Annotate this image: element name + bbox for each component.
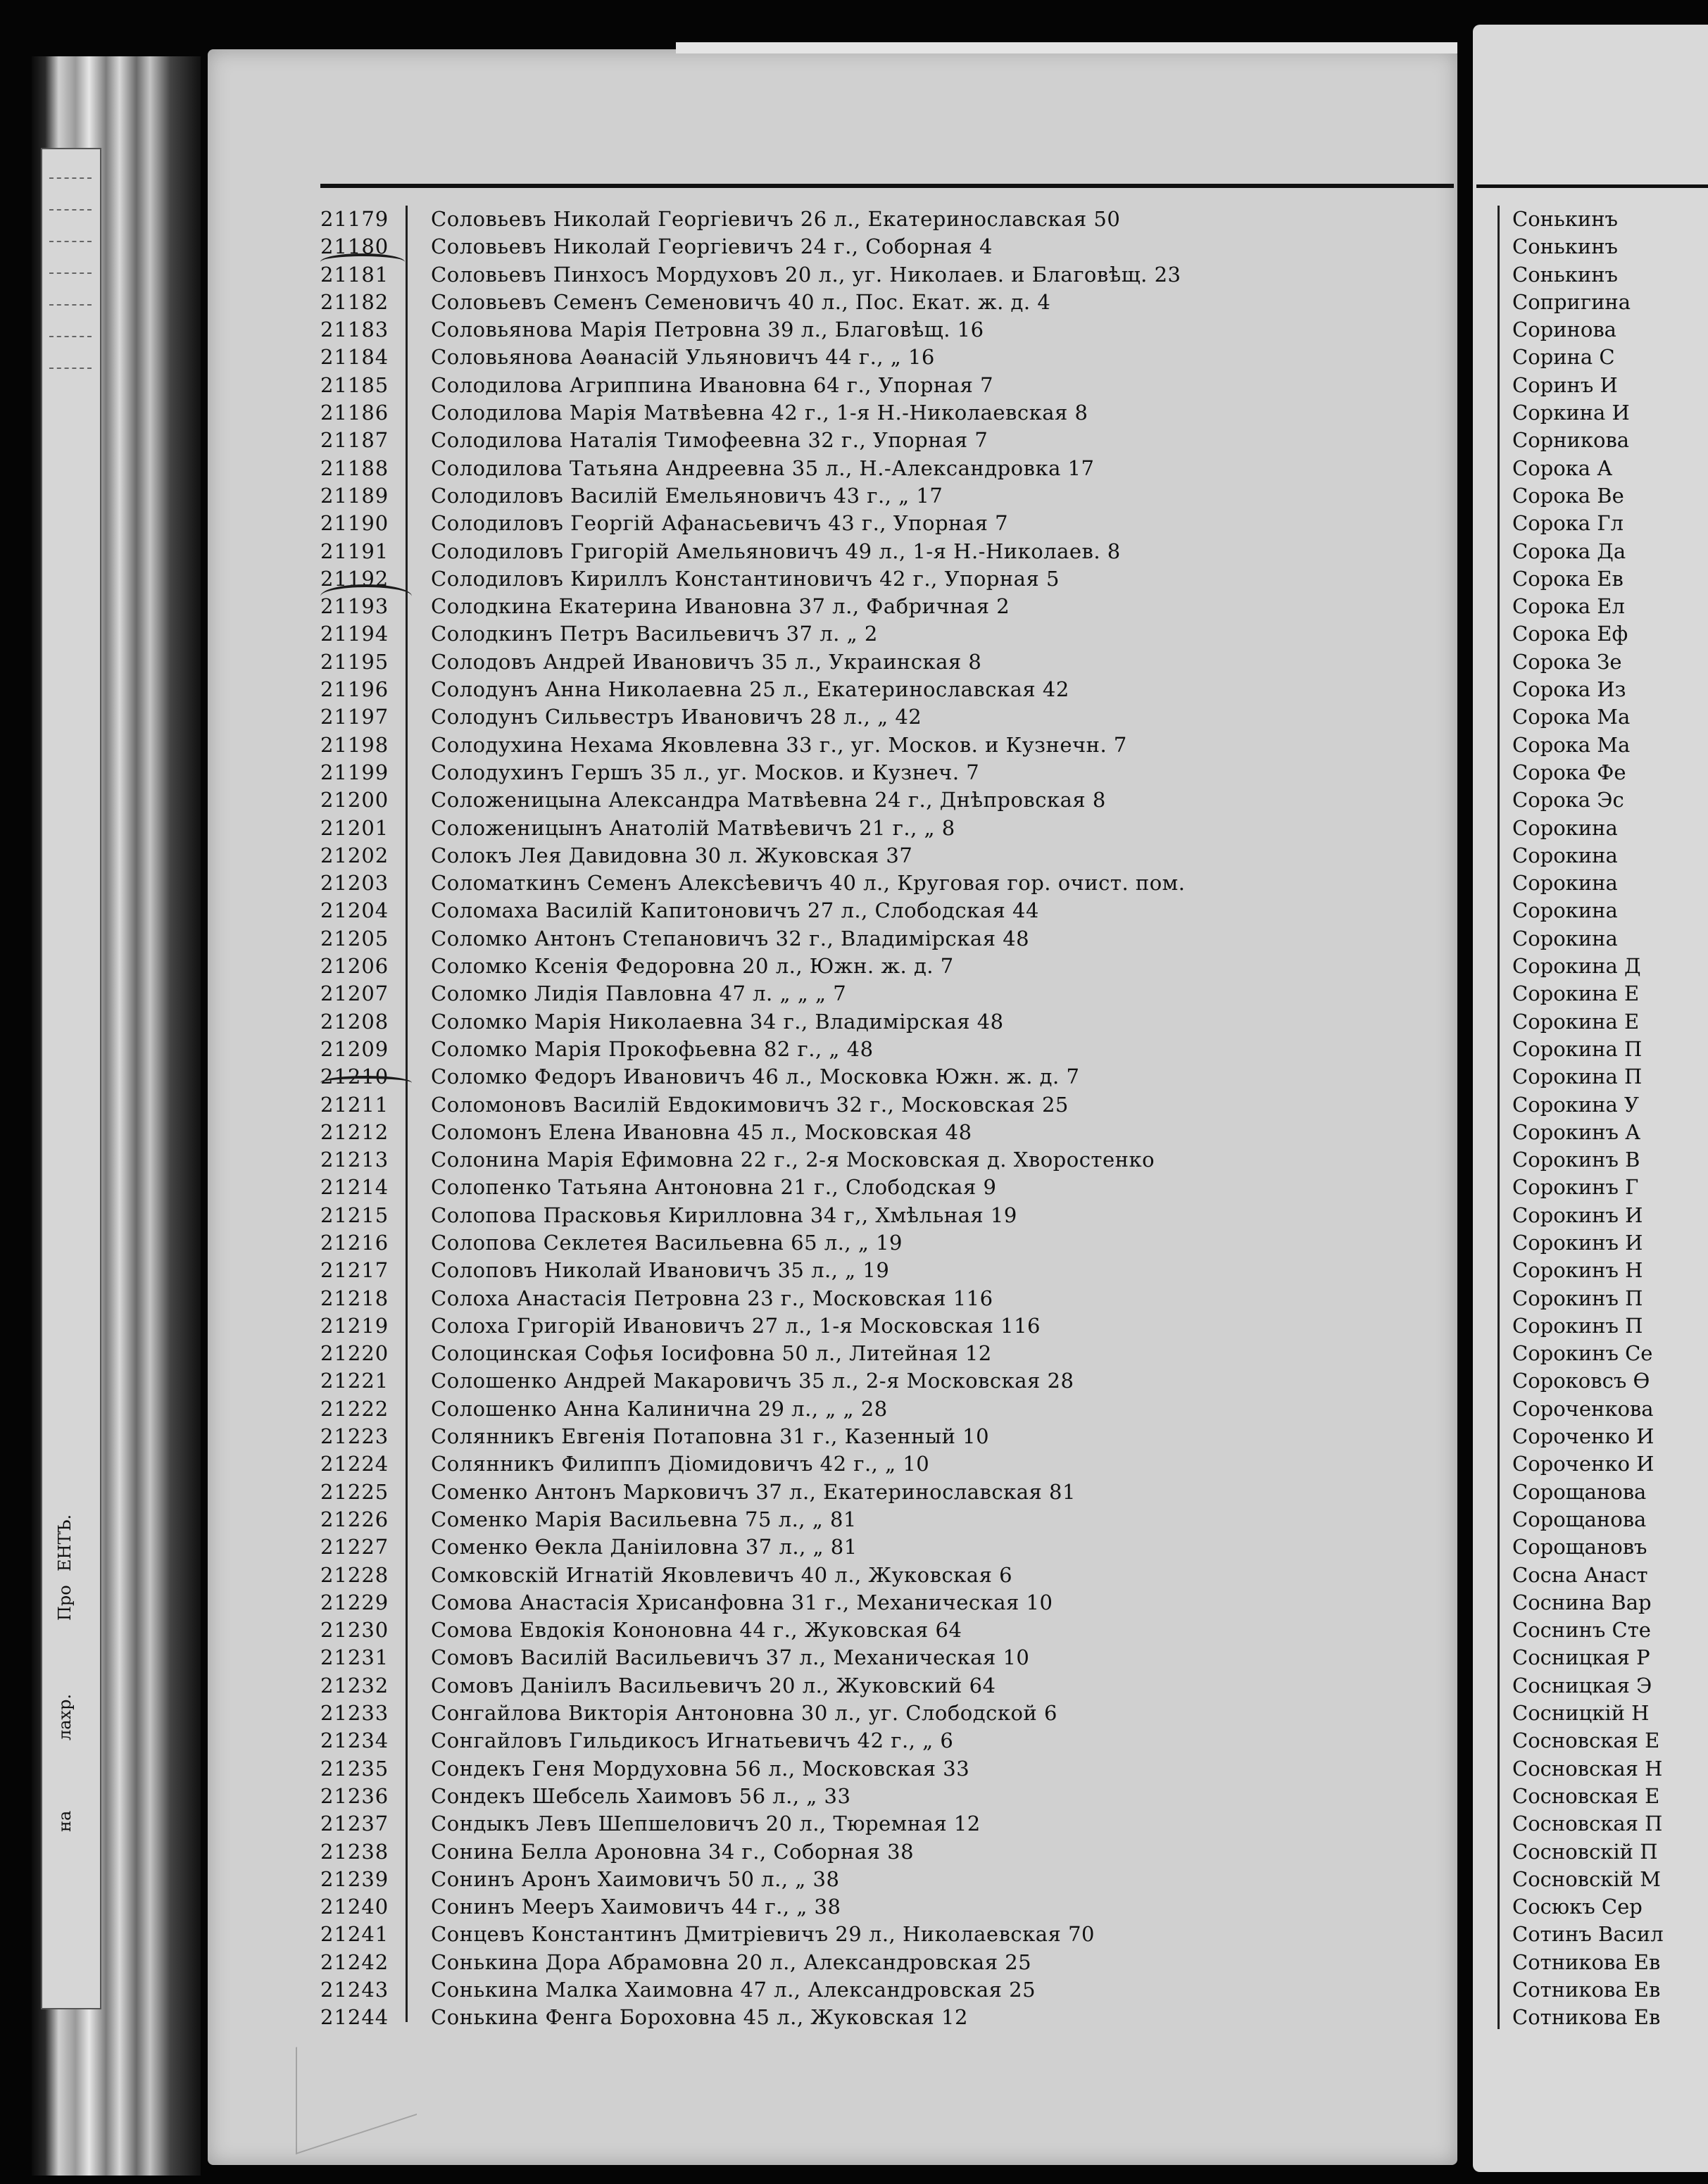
- entry-text: Солодухина Нехама Яковлевна 33 г., уг. Москов. и Кузнечн. 7: [431, 732, 1127, 757]
- right-entry-fragment: Сорока Еф: [1512, 622, 1628, 646]
- entry-text: Соломко Ксенія Федоровна 20 л., Южн. ж. д. 7: [431, 954, 954, 979]
- entry-text: Солодунъ Анна Николаевна 25 л., Екатеринославская 42: [431, 677, 1069, 702]
- entry-number: 21210: [320, 1065, 389, 1089]
- entry-text: Солодиловъ Василій Емельяновичъ 43 г., „ 17: [431, 483, 943, 508]
- entry-number: 21211: [320, 1092, 389, 1117]
- entry-text: Соменко Ѳекла Даніиловна 37 л., „ 81: [431, 1535, 858, 1559]
- right-entry-fragment: Соркина И: [1512, 401, 1630, 425]
- right-entry-fragment: Сорокина: [1512, 898, 1618, 923]
- entry-row: [320, 1202, 1447, 1229]
- entry-number: 21202: [320, 843, 389, 867]
- right-entry-fragment: Сорокинъ Г: [1512, 1175, 1639, 1200]
- entry-row: [320, 1644, 1447, 1671]
- right-entry-fragment: Сорокина Е: [1512, 981, 1640, 1006]
- entry-row: [320, 786, 1447, 814]
- entry-text: Сондекъ Шебсель Хаимовъ 56 л., „ 33: [431, 1783, 851, 1808]
- entry-row: [320, 482, 1447, 510]
- entry-row: [320, 953, 1447, 980]
- right-entry-fragment: Сорина С: [1512, 345, 1615, 370]
- entry-number: 21201: [320, 815, 389, 840]
- entry-row: [320, 455, 1447, 482]
- entry-text: Солоповъ Николай Ивановичъ 35 л., „ 19: [431, 1258, 890, 1283]
- entry-row: [320, 1423, 1447, 1450]
- entry-text: Соломаткинъ Семенъ Алексѣевичъ 40 л., Круговая гор. очист. пом.: [431, 871, 1186, 896]
- entry-text: Сомова Евдокія Кононовна 44 г., Жуковская 64: [431, 1618, 962, 1643]
- entry-text: Солопенко Татьяна Антоновна 21 г., Слободская 9: [431, 1175, 997, 1200]
- entry-number: 21231: [320, 1645, 389, 1670]
- entry-number: 21235: [320, 1756, 389, 1781]
- right-entry-fragment: Сорокина: [1512, 871, 1618, 896]
- entry-number: 21242: [320, 1950, 389, 1974]
- entry-number: 21182: [320, 289, 389, 314]
- spine-label: на: [55, 1810, 75, 1832]
- entry-number: 21188: [320, 456, 389, 480]
- entry-row: [320, 759, 1447, 786]
- entry-number: 21197: [320, 705, 389, 729]
- right-entry-fragment: Сосновскій М: [1512, 1866, 1661, 1891]
- entry-text: Сомова Анастасія Хрисанфовна 31 г., Механическая 10: [431, 1590, 1053, 1614]
- entry-number: 21196: [320, 677, 389, 702]
- right-entry-fragment: Сосновская Н: [1512, 1756, 1663, 1781]
- entry-text: Соломко Антонъ Степановичъ 32 г., Владимірская 48: [431, 926, 1030, 950]
- entry-row: [320, 1479, 1447, 1506]
- entry-number: 21203: [320, 871, 389, 896]
- right-entry-fragment: Соснина Вар: [1512, 1590, 1652, 1614]
- entry-row: [320, 648, 1447, 676]
- entry-number: 21237: [320, 1812, 389, 1836]
- right-entry-fragment: Сорокина Е: [1512, 1009, 1640, 1034]
- entry-number: 21195: [320, 649, 389, 674]
- entry-number: 21240: [320, 1895, 389, 1919]
- entry-text: Солодилова Наталія Тимофеевна 32 г., Упорная 7: [431, 428, 988, 453]
- entry-text: Соломонъ Елена Ивановна 45 л., Московская 48: [431, 1119, 972, 1144]
- entry-row: [320, 925, 1447, 953]
- entry-row: [320, 1091, 1447, 1119]
- right-entry-fragment: Соснинъ Сте: [1512, 1618, 1651, 1643]
- entry-number: 21205: [320, 926, 389, 950]
- entry-text: Сонцевъ Константинъ Дмитріевичъ 29 л., Николаевская 70: [431, 1922, 1095, 1947]
- entry-text: Сомовъ Даніилъ Васильевичъ 20 л., Жуковский 64: [431, 1673, 996, 1697]
- entry-text: Сомковскій Игнатій Яковлевичъ 40 л., Жуковская 6: [431, 1562, 1013, 1587]
- right-entry-fragment: Сосновская П: [1512, 1812, 1663, 1836]
- right-entry-fragment: Сорникова: [1512, 428, 1630, 453]
- right-entry-fragment: Сорокина П: [1512, 1036, 1643, 1061]
- entry-number: 21230: [320, 1618, 389, 1643]
- entry-row: [320, 289, 1447, 316]
- entry-row: [320, 1450, 1447, 1478]
- pencil-mark: [320, 253, 405, 270]
- entry-text: Солодухинъ Гершъ 35 л., уг. Москов. и Кузнеч. 7: [431, 760, 980, 784]
- entry-text: Соловьянова Аѳанасій Ульяновичъ 44 г., „ 16: [431, 345, 935, 370]
- entry-row: [320, 233, 1447, 261]
- right-entry-fragment: Сорокина Д: [1512, 954, 1641, 979]
- entry-text: Солонина Марія Ефимовна 22 г., 2-я Московская д. Хворостенко: [431, 1148, 1155, 1172]
- right-entry-fragment: Сорокинъ И: [1512, 1203, 1643, 1227]
- entry-text: Солянникъ Евгенія Потаповна 31 г., Казенный 10: [431, 1424, 990, 1449]
- entry-row: [320, 1838, 1447, 1866]
- entry-text: Сонгайловъ Гильдикосъ Игнатьевичъ 42 г., „ 6: [431, 1728, 954, 1753]
- right-entry-fragment: Сорока А: [1512, 456, 1613, 480]
- entry-row: [320, 565, 1447, 593]
- right-entry-fragment: Сосновская Е: [1512, 1728, 1660, 1753]
- entry-number: 21243: [320, 1978, 389, 2002]
- entry-row: [320, 732, 1447, 759]
- entry-row: [320, 1312, 1447, 1340]
- entry-number: 21192: [320, 566, 389, 591]
- entry-text: Солянникъ Филиппъ Діомидовичъ 42 г., „ 10: [431, 1452, 930, 1476]
- entry-row: [320, 593, 1447, 620]
- entry-text: Сомовъ Василій Васильевичъ 37 л., Механическая 10: [431, 1645, 1030, 1670]
- right-entry-fragment: Сосницкая Э: [1512, 1673, 1652, 1697]
- entry-text: Сонинъ Аронъ Хаимовичъ 50 л., „ 38: [431, 1866, 840, 1891]
- right-entry-fragment: Сорощановъ: [1512, 1535, 1647, 1559]
- spine-dash-line: [49, 272, 92, 274]
- entry-row: [320, 1589, 1447, 1617]
- right-entry-fragment: Сорокина: [1512, 843, 1618, 867]
- header-rule: [320, 184, 1454, 188]
- entry-number: 21200: [320, 788, 389, 812]
- entry-row: [320, 1285, 1447, 1312]
- right-entry-fragment: Сорокинъ П: [1512, 1286, 1643, 1310]
- right-entry-fragment: Сонькинъ: [1512, 234, 1618, 259]
- entry-text: Соложеницына Александра Матвѣевна 24 г., Днѣпровская 8: [431, 788, 1106, 812]
- right-entry-fragment: Сотникова Ев: [1512, 1950, 1661, 1974]
- entry-text: Солоха Анастасія Петровна 23 г., Московская 116: [431, 1286, 993, 1310]
- entry-text: Солодилова Агриппина Ивановна 64 г., Упорная 7: [431, 372, 994, 397]
- entry-text: Соломко Лидія Павловна 47 л. „ „ „ 7: [431, 981, 847, 1006]
- right-entry-fragment: Сотникова Ев: [1512, 2005, 1661, 2030]
- entry-row: [320, 399, 1447, 427]
- entry-row: [320, 897, 1447, 924]
- entry-text: Солодилова Татьяна Андреевна 35 л., Н.-Александровка 17: [431, 456, 1095, 480]
- entry-number: 21227: [320, 1535, 389, 1559]
- entry-number: 21193: [320, 594, 389, 619]
- right-entry-fragment: Сосновскій П: [1512, 1839, 1658, 1864]
- entry-text: Солопова Секлетея Васильевна 65 л., „ 19: [431, 1230, 903, 1255]
- entry-row: [320, 1257, 1447, 1284]
- entry-row: [320, 1506, 1447, 1533]
- right-entry-fragment: Сотинъ Васил: [1512, 1922, 1664, 1947]
- entry-row: [320, 980, 1447, 1008]
- right-entry-fragment: Сорока Фе: [1512, 760, 1626, 784]
- right-header-rule: [1476, 184, 1708, 188]
- entry-number: 21204: [320, 898, 389, 923]
- entry-row: [320, 1562, 1447, 1589]
- entry-row: [320, 1146, 1447, 1174]
- spine-label: Про: [55, 1585, 75, 1621]
- right-entry-fragment: Сорокина П: [1512, 1065, 1643, 1089]
- entry-row: [320, 676, 1447, 703]
- entry-text: Солодилова Марія Матвѣевна 42 г., 1-я Н.-Николаевская 8: [431, 401, 1088, 425]
- entry-row: [320, 1949, 1447, 1976]
- entry-row: [320, 1119, 1447, 1146]
- right-entry-fragment: Сорокинъ А: [1512, 1119, 1641, 1144]
- right-entry-fragment: Сотникова Ев: [1512, 1978, 1661, 2002]
- entry-row: [320, 842, 1447, 870]
- pencil-mark: [320, 584, 412, 608]
- entry-row: [320, 1174, 1447, 1201]
- right-entry-fragment: Сорока Ев: [1512, 566, 1624, 591]
- entry-number: 21225: [320, 1479, 389, 1504]
- entry-row: [320, 1229, 1447, 1257]
- entry-number: 21209: [320, 1036, 389, 1061]
- entry-number: 21190: [320, 511, 389, 536]
- entry-text: Соложеницынъ Анатолій Матвѣевичъ 21 г., „ 8: [431, 815, 955, 840]
- entry-text: Соловьевъ Николай Георгіевичъ 24 г., Соборная 4: [431, 234, 993, 259]
- entry-number: 21198: [320, 732, 389, 757]
- entry-number: 21194: [320, 622, 389, 646]
- top-paper-strip: [676, 42, 1457, 54]
- right-entry-fragment: Сорокинъ Н: [1512, 1258, 1643, 1283]
- right-entry-fragment: Сороченкова: [1512, 1396, 1654, 1421]
- spine-index-tab: [41, 148, 101, 2009]
- entry-number: 21191: [320, 539, 389, 563]
- entry-text: Солопова Прасковья Кирилловна 34 г,, Хмѣльная 19: [431, 1203, 1017, 1227]
- entry-number: 21181: [320, 262, 389, 287]
- right-entry-fragment: Сорокинъ Се: [1512, 1341, 1653, 1366]
- right-entry-fragment: Сосновская Е: [1512, 1783, 1660, 1808]
- entry-number: 21232: [320, 1673, 389, 1697]
- spine-label: лахр.: [55, 1693, 75, 1740]
- right-entry-fragment: Сорокина У: [1512, 1092, 1639, 1117]
- right-entry-fragment: Сонькинъ: [1512, 262, 1618, 287]
- entry-number: 21244: [320, 2005, 389, 2030]
- right-entry-fragment: Сорокинъ В: [1512, 1148, 1640, 1172]
- entry-number: 21238: [320, 1839, 389, 1864]
- entry-row: [320, 1921, 1447, 1948]
- entry-text: Соломко Федоръ Ивановичъ 46 л., Московка Южн. ж. д. 7: [431, 1065, 1080, 1089]
- right-entry-fragment: Соринъ И: [1512, 372, 1618, 397]
- entry-text: Солошенко Анна Калинична 29 л., „ „ 28: [431, 1396, 888, 1421]
- entry-row: [320, 206, 1447, 233]
- right-entry-fragment: Сосницкій Н: [1512, 1701, 1650, 1726]
- entry-text: Соломаха Василій Капитоновичъ 27 л., Слободская 44: [431, 898, 1039, 923]
- right-entry-fragment: Сорока Эс: [1512, 788, 1624, 812]
- entry-text: Солодиловъ Кириллъ Константиновичъ 42 г., Упорная 5: [431, 566, 1060, 591]
- entry-row: [320, 261, 1447, 289]
- entry-text: Соломко Марія Прокофьевна 82 г., „ 48: [431, 1036, 874, 1061]
- entry-number: 21239: [320, 1866, 389, 1891]
- right-entry-fragment: Сорока Ма: [1512, 705, 1631, 729]
- entry-row: [320, 1340, 1447, 1367]
- entry-row: [320, 1036, 1447, 1063]
- right-entry-fragment: Сороченко И: [1512, 1424, 1654, 1449]
- right-entry-fragment: Соринова: [1512, 318, 1616, 342]
- right-entry-fragment: Сорощанова: [1512, 1507, 1647, 1531]
- entry-row: [320, 316, 1447, 344]
- entry-text: Солошенко Андрей Макаровичъ 35 л., 2-я Московская 28: [431, 1369, 1074, 1393]
- entry-text: Сонина Белла Ароновна 34 г., Соборная 38: [431, 1839, 915, 1864]
- entry-row: [320, 1893, 1447, 1921]
- directory-entries: [320, 206, 1447, 2032]
- right-entry-fragment: Сорока Ма: [1512, 732, 1631, 757]
- entry-text: Сонинъ Мееръ Хаимовичъ 44 г., „ 38: [431, 1895, 841, 1919]
- spine-dash-line: [49, 241, 92, 242]
- entry-row: [320, 620, 1447, 648]
- entry-number: 21187: [320, 428, 389, 453]
- entry-row: [320, 703, 1447, 731]
- entry-number: 21185: [320, 372, 389, 397]
- entry-row: [320, 2004, 1447, 2031]
- entry-text: Солоха Григорій Ивановичъ 27 л., 1-я Московская 116: [431, 1313, 1041, 1338]
- entry-text: Солокъ Лея Давидовна 30 л. Жуковская 37: [431, 843, 913, 867]
- entry-row: [320, 1810, 1447, 1838]
- right-page-entries: [1512, 206, 1708, 2032]
- right-entry-fragment: Сосюкъ Сер: [1512, 1895, 1643, 1919]
- entry-number: 21206: [320, 954, 389, 979]
- right-entry-fragment: Сопригина: [1512, 289, 1631, 314]
- entry-number: 21220: [320, 1341, 389, 1366]
- entry-text: Соловьевъ Семенъ Семеновичъ 40 л., Пос. Екат. ж. д. 4: [431, 289, 1051, 314]
- right-entry-fragment: Сорока Гл: [1512, 511, 1624, 536]
- entry-text: Солодунъ Сильвестръ Ивановичъ 28 л., „ 42: [431, 705, 922, 729]
- entry-text: Соловьянова Марія Петровна 39 л., Благовѣщ. 16: [431, 318, 984, 342]
- entry-row: [320, 870, 1447, 897]
- entry-text: Сондыкъ Левъ Шепшеловичъ 20 л., Тюремная 12: [431, 1812, 981, 1836]
- entry-row: [320, 510, 1447, 537]
- entry-row: [320, 1700, 1447, 1727]
- spine-label: ЕНТЪ.: [55, 1514, 75, 1571]
- entry-text: Сонькина Фенга Бороховна 45 л., Жуковская 12: [431, 2005, 968, 2030]
- entry-number: 21221: [320, 1369, 389, 1393]
- entry-row: [320, 1672, 1447, 1700]
- entry-row: [320, 427, 1447, 454]
- entry-row: [320, 1395, 1447, 1423]
- entry-row: [320, 538, 1447, 565]
- entry-row: [320, 815, 1447, 842]
- entry-row: [320, 1727, 1447, 1755]
- entry-text: Соменко Антонъ Марковичъ 37 л., Екатеринославская 81: [431, 1479, 1076, 1504]
- entry-number: 21222: [320, 1396, 389, 1421]
- entry-row: [320, 1617, 1447, 1644]
- entry-number: 21183: [320, 318, 389, 342]
- spine-dash-line: [49, 336, 92, 337]
- entry-text: Солодкина Екатерина Ивановна 37 л., Фабричная 2: [431, 594, 1010, 619]
- entry-number: 21199: [320, 760, 389, 784]
- spine-dash-line: [49, 368, 92, 369]
- entry-number: 21236: [320, 1783, 389, 1808]
- entry-row: [320, 1783, 1447, 1810]
- entry-number: 21219: [320, 1313, 389, 1338]
- pencil-mark: [320, 1076, 412, 1090]
- entry-row: [320, 1533, 1447, 1561]
- entry-row: [320, 1976, 1447, 2004]
- entry-text: Соломко Марія Николаевна 34 г., Владимірская 48: [431, 1009, 1004, 1034]
- entry-text: Сонькина Малка Хаимовна 47 л., Александровская 25: [431, 1978, 1036, 2002]
- entry-row: [320, 372, 1447, 399]
- entry-number: 21186: [320, 401, 389, 425]
- entry-text: Солодкинъ Петръ Васильевичъ 37 л. „ 2: [431, 622, 878, 646]
- right-column-rule: [1497, 206, 1500, 2029]
- spine-dash-line: [49, 209, 92, 211]
- entry-number: 21184: [320, 345, 389, 370]
- entry-number: 21241: [320, 1922, 389, 1947]
- entry-row: [320, 1008, 1447, 1036]
- entry-number: 21208: [320, 1009, 389, 1034]
- entry-number: 21179: [320, 207, 389, 231]
- entry-number: 21234: [320, 1728, 389, 1753]
- entry-text: Соловьевъ Николай Георгіевичъ 26 л., Екатеринославская 50: [431, 207, 1121, 231]
- right-entry-fragment: Сорока Ел: [1512, 594, 1625, 619]
- entry-number: 21228: [320, 1562, 389, 1587]
- right-entry-fragment: Сороковсъ Ѳ: [1512, 1369, 1650, 1393]
- entry-number: 21223: [320, 1424, 389, 1449]
- entry-text: Сонькина Дора Абрамовна 20 л., Александровская 25: [431, 1950, 1032, 1974]
- entry-text: Солодовъ Андрей Ивановичъ 35 л., Украинская 8: [431, 649, 982, 674]
- entry-text: Сондекъ Геня Мордуховна 56 л., Московская 33: [431, 1756, 970, 1781]
- right-entry-fragment: Сорокинъ П: [1512, 1313, 1643, 1338]
- entry-number: 21217: [320, 1258, 389, 1283]
- right-entry-fragment: Сорокина: [1512, 926, 1618, 950]
- entry-number: 21180: [320, 234, 389, 259]
- entry-row: [320, 1755, 1447, 1783]
- entry-number: 21213: [320, 1148, 389, 1172]
- entry-row: [320, 1866, 1447, 1893]
- entry-row: [320, 344, 1447, 371]
- right-entry-fragment: Сорощанова: [1512, 1479, 1647, 1504]
- entry-text: Солодиловъ Георгій Афанасьевичъ 43 г., Упорная 7: [431, 511, 1009, 536]
- right-entry-fragment: Сорока Из: [1512, 677, 1626, 702]
- entry-text: Соловьевъ Пинхосъ Мордуховъ 20 л., уг. Николаев. и Благовѣщ. 23: [431, 262, 1181, 287]
- entry-text: Соменко Марія Васильевна 75 л., „ 81: [431, 1507, 857, 1531]
- entry-text: Сонгайлова Викторія Антоновна 30 л., уг. Слободской 6: [431, 1701, 1057, 1726]
- entry-text: Соломоновъ Василій Евдокимовичъ 32 г., Московская 25: [431, 1092, 1069, 1117]
- entry-row: [320, 1063, 1447, 1091]
- entry-number: 21218: [320, 1286, 389, 1310]
- right-entry-fragment: Сорокинъ И: [1512, 1230, 1643, 1255]
- entry-number: 21207: [320, 981, 389, 1006]
- right-entry-fragment: Сосна Анаст: [1512, 1562, 1648, 1587]
- entry-number: 21226: [320, 1507, 389, 1531]
- right-entry-fragment: Сорока Зе: [1512, 649, 1622, 674]
- right-entry-fragment: Сороченко И: [1512, 1452, 1654, 1476]
- entry-number: 21224: [320, 1452, 389, 1476]
- right-entry-fragment: Сорока Ве: [1512, 483, 1624, 508]
- entry-number: 21215: [320, 1203, 389, 1227]
- spine-dash-line: [49, 177, 92, 179]
- entry-number: 21189: [320, 483, 389, 508]
- right-entry-fragment: Сосницкая Р: [1512, 1645, 1650, 1670]
- entry-row: [320, 1367, 1447, 1395]
- entry-text: Солоцинская Софья Іосифовна 50 л., Литейная 12: [431, 1341, 992, 1366]
- entry-number: 21212: [320, 1119, 389, 1144]
- right-entry-fragment: Сорокина: [1512, 815, 1618, 840]
- entry-text: Солодиловъ Григорій Амельяновичъ 49 л., 1-я Н.-Николаев. 8: [431, 539, 1121, 563]
- entry-number: 21214: [320, 1175, 389, 1200]
- entry-number: 21233: [320, 1701, 389, 1726]
- entry-number: 21216: [320, 1230, 389, 1255]
- spine-dash-line: [49, 304, 92, 306]
- entry-number: 21229: [320, 1590, 389, 1614]
- right-entry-fragment: Сонькинъ: [1512, 207, 1618, 231]
- right-entry-fragment: Сорока Да: [1512, 539, 1626, 563]
